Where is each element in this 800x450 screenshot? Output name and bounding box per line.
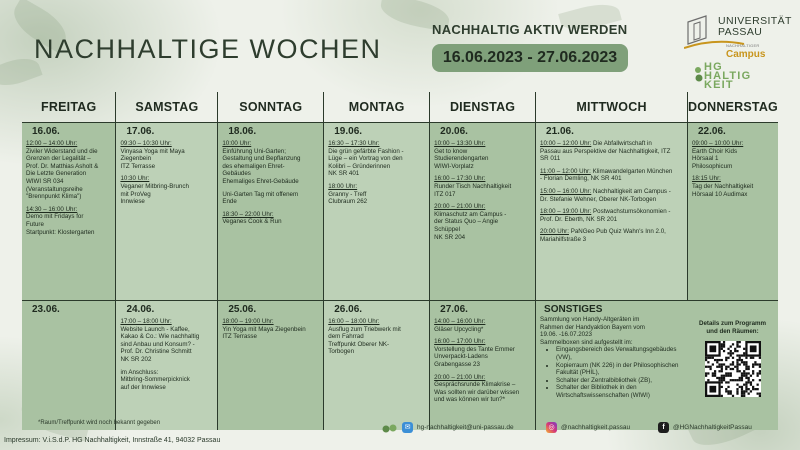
event-text: Ehemaliges Ehret-Gebäude [222,178,299,186]
event-text: Studierendengarten [434,155,489,163]
page-title: NACHHALTIGE WOCHEN [34,34,382,64]
event-text: Grenzen der Legalität – [26,155,91,163]
event-text: Get to know [434,147,468,155]
event-text: Granny - Treff [328,190,367,198]
event-text: Unverpackt-Ladens [434,353,488,361]
campus-logo-subtext: NACHHALTIGER [726,43,760,48]
event-entry [120,175,214,205]
event-time: 18:00 Uhr: [328,183,358,191]
event-text: Hörsaal 10 Audimax [691,190,748,198]
weekday-header: FREITAG [22,92,116,122]
event-entry [434,175,532,198]
weekday-header: DONNERSTAG [687,92,778,122]
event-time: 10:30 Uhr: [120,175,150,183]
event-time: 10:00 – 12:00 Uhr: [540,140,592,148]
email-contact[interactable] [382,422,514,433]
day-cell [324,122,430,300]
event-entry [26,206,112,236]
day-cell [218,122,324,300]
weekday-header: MITTWOCH [536,92,688,122]
hg-nachhaltigkeit-logo: HG HALTIG KEIT [704,63,751,90]
event-entry [328,183,426,206]
event-time: 11:00 – 12:00 Uhr: [540,167,591,175]
event-entry [434,374,532,404]
event-text: Ziviler Widerstand und die [26,147,98,155]
event-text: Veganes Cook & Run [222,218,282,226]
day-date: 25.06. [228,303,257,315]
event-text: Grabengasse 23 [434,361,480,369]
event-text: ITZ Terrasse [120,162,156,170]
qr-code-icon[interactable] [705,341,761,397]
event-text: Vinyasa Yoga mit Maya [120,147,185,155]
event-entry [120,369,214,392]
day-date: 16.06. [32,125,60,137]
day-cell [218,300,324,430]
event-entry [120,318,214,364]
event-text: "Brennpunkt Klima") [26,193,82,201]
day-cell [536,122,688,300]
event-text: Runder Tisch Nachhaltigkeit [434,183,512,191]
event-time: 16:00 – 17:30 Uhr: [434,175,486,183]
event-text: Klimaschutz am Campus - [434,210,507,218]
event-time: 18:30 – 22:00 Uhr: [222,210,274,218]
event-time: 12:00 – 14:00 Uhr: [26,140,78,148]
collection-point-item: • Eingangsbereich des Verwaltungsgebäudes (VW), [556,346,690,361]
day-date: 26.06. [334,303,363,315]
facebook-link[interactable]: @HGNachhaltigkeitPassau [673,424,752,431]
event-text: Mitbring-Sommerpicknick [120,376,190,384]
event-text: Tag der Nachhaltigkeit [691,183,754,191]
sonstiges-title: SONSTIGES [544,303,603,315]
event-entry [434,140,532,170]
event-time: 20:00 Uhr: [540,228,569,236]
event-text: Mariahilfstraße 3 [540,236,587,244]
weekday-header: DIENSTAG [430,92,536,122]
event-text: der Status Quo – Angie [434,218,499,226]
event-entry [120,140,214,170]
event-text: Vorstellung des Tante Emmer [434,345,515,353]
day-date: 17.06. [126,125,155,137]
event-text: WIWI-Vorplatz [434,162,474,170]
instagram-icon: ◎ [546,422,557,433]
day-date: 20.06. [440,125,468,137]
event-text: ITZ 017 [434,190,456,198]
event-text: Gläser Upcycling* [434,325,484,333]
event-entry [540,228,684,243]
day-date: 27.06. [440,303,468,315]
day-cell [430,300,536,430]
event-text: sind Anbau und Konsum? - [120,340,195,348]
event-time: 14:30 – 16:00 Uhr: [26,205,78,213]
day-date: 18.06. [228,125,257,137]
event-text: Ende [222,198,237,206]
event-entry [692,140,775,170]
event-text: WIWI SR 034 [26,178,64,186]
instagram-contact[interactable] [546,422,630,433]
facebook-icon: f [658,422,669,433]
day-cell [116,122,218,300]
sonstiges-text: Rahmen der Handyaktion Bayern vom [540,323,645,331]
page-subtitle: NACHHALTIG AKTIV WERDEN [432,22,628,37]
weekday-header: MONTAG [324,92,430,122]
collection-point-item: • Schalter der Zentralbibliothek (ZB), [556,377,690,385]
event-text: NK SR 204 [434,233,466,241]
event-text: ITZ Terrasse [222,333,257,341]
qr-caption: Details zum Programm und den Räumen: [698,319,767,335]
collection-point-item: • Schalter der Bibliothek in den Wirtschaftswissenschaften (WIWI) [556,384,690,399]
instagram-link[interactable]: @nachhaltigkeit.passau [561,424,631,431]
event-text: Innwiese [120,198,145,206]
event-calendar [22,92,778,430]
event-time: 16:30 – 17:30 Uhr: [328,140,380,148]
event-entry [222,318,320,341]
event-text: und was können wir tun?* [434,396,505,404]
event-time: 14:00 – 16:00 Uhr: [434,318,486,326]
event-text: dem Fahrrad [328,333,364,341]
event-entry [222,211,320,226]
event-text: Die grün gefärbte Fashion - [328,147,404,155]
event-text: Yin Yoga mit Maya Ziegenbein [222,325,306,333]
event-text: Uni-Garten Tag mit offenem [222,190,299,198]
day-date: 21.06. [546,125,574,137]
date-range-badge: 16.06.2023 - 27.06.2023 [432,44,628,72]
event-time: 16:00 – 17:00 Uhr: [434,338,486,346]
weekday-header: SONNTAG [218,92,324,122]
event-time: 20:00 – 21:00 Uhr: [434,373,486,381]
event-entry [328,318,426,356]
event-text: Hörsaal 1 [691,155,719,163]
leaf-dots-icon [382,423,398,433]
event-entry [540,188,684,203]
day-cell [116,300,218,430]
event-time: 18:15 Uhr: [691,175,721,183]
event-time: 16:00 – 18:00 Uhr: [328,318,380,326]
event-text: - Florian Demling, NK SR 401 [540,175,622,183]
event-text: auf der Innwiese [120,383,166,391]
event-entry [222,191,320,206]
event-text: Prof. Dr. Eberth, NK SR 201 [540,215,618,223]
event-text: Philosophicum [691,162,733,170]
sonstiges-cell [536,300,778,430]
event-text: NK SR 202 [120,356,152,364]
collection-point-item: • Kopierraum (NK 226) in der Philosophischen Fakultät (PHIL), [556,362,690,377]
event-entry [540,168,684,183]
event-time: 17:00 – 18:00 Uhr: [120,318,172,326]
event-text: des ehemaligen Ehret- [222,162,285,170]
event-text: Lüge – ein Vortrag von den [328,155,403,163]
impressum: Impressum: V.i.S.d.P. HG Nachhaltigkeit, Innstraße 41, 94032 Passau [4,437,221,444]
event-text: Klimawandelgarten München [592,167,673,175]
day-cell [22,300,116,430]
event-text: PaNGeo Pub Quiz Wahn's Inn 2.0, [570,228,666,236]
campus-logo-text: Campus [726,49,766,60]
event-entry [26,140,112,201]
sonstiges-text: Sammlung von Handy-Altgeräten im [540,316,640,324]
event-text: (Veranstaltungsreihe [26,185,83,193]
event-time: 18:00 – 19:00 Uhr: [540,208,592,216]
event-text: Die Abfallwirtschaft in [593,140,652,148]
event-text: NK SR 401 [328,170,360,178]
event-time: 10:00 Uhr: [222,140,252,148]
event-text: Startpunkt: Klostergarten [26,228,95,236]
leaf-dots-icon [694,65,704,87]
event-time: 10:00 – 13:30 Uhr: [434,140,486,148]
event-text: Nachhaltigkeit am Campus - [593,188,671,196]
footnote: *Raum/Treffpunkt wird noch bekannt gegeben [38,420,161,426]
event-entry [540,208,684,223]
event-text: Ausflug zum Triebwerk mit [328,325,401,333]
event-text: Kakao & Co.: Wie nachhaltig [120,333,200,341]
event-text: Demo mit Fridays for [26,213,84,221]
event-text: Einführung Uni-Garten; [222,147,286,155]
event-text: Ziegenbein [120,155,152,163]
event-entry [692,175,775,198]
event-text: Prof. Dr. Matthias Asholt & [26,162,99,170]
event-time: 09:00 – 10:00 Uhr: [691,140,744,148]
event-entry [222,140,320,186]
event-entry [434,203,532,241]
day-cell [324,300,430,430]
event-text: Dr. Stefanie Wehner, Oberer NK-Torbogen [540,195,657,203]
event-time: 18:00 – 19:00 Uhr: [222,318,274,326]
event-entry [434,338,532,368]
event-text: SR 011 [540,155,561,163]
event-text: Passau aus Perspektive der Nachhaltigkeit, ITZ [540,147,671,155]
event-text: Veganer Mitbring-Brunch [120,183,189,191]
day-cell [22,122,116,300]
event-entry [328,140,426,178]
event-text: Torbogen [328,348,355,356]
event-text: Postwachstumsökonomien - [593,208,671,216]
event-text: Was sollten wir darüber wissen [434,388,520,396]
event-time: 15:00 – 16:00 Uhr: [540,188,592,196]
day-date: 23.06. [32,303,60,315]
event-text: Earth Choir Kids [691,147,738,155]
event-text: mit ProVeg [120,190,151,198]
day-date: 19.06. [334,125,363,137]
day-date: 24.06. [126,303,155,315]
event-text: Die Letzte Generation [26,170,87,178]
event-text: Gesprächsrunde Klimakrise – [434,381,516,389]
weekday-header: SAMSTAG [116,92,218,122]
event-entry [434,318,532,333]
event-text: Prof. Dr. Christine Schmitt [120,348,192,356]
email-icon: ✉ [402,422,413,433]
event-text: Treffpunkt Oberer NK- [328,340,390,348]
event-text: Clubraum 262 [328,198,368,206]
day-cell [687,122,778,300]
event-text: Kolibri – Gründerinnen [328,162,391,170]
facebook-contact[interactable] [658,422,752,433]
university-logo-text: UNIVERSITÄT PASSAU [718,15,792,38]
event-text: Schüppel [434,226,460,234]
sonstiges-text: Sammelboxen sind aufgestellt im: [540,338,633,346]
event-time: 20:00 – 21:00 Uhr: [434,203,486,211]
event-entry [540,140,684,163]
day-cell [430,122,536,300]
email-link[interactable]: hg-nachhaltigkeit@uni-passau.de [417,424,514,431]
event-text: im Anschluss: [120,368,159,376]
event-text: Gestaltung und Bepflanzung [222,155,301,163]
event-time: 09:30 – 10:30 Uhr: [120,140,172,148]
event-text: Website Launch - Kaffee, [120,325,190,333]
day-date: 22.06. [697,125,726,137]
event-text: Future [26,221,44,229]
event-text: Gebäudes [222,170,251,178]
sonstiges-text: 19.06. -16.07.2023 [540,331,592,339]
